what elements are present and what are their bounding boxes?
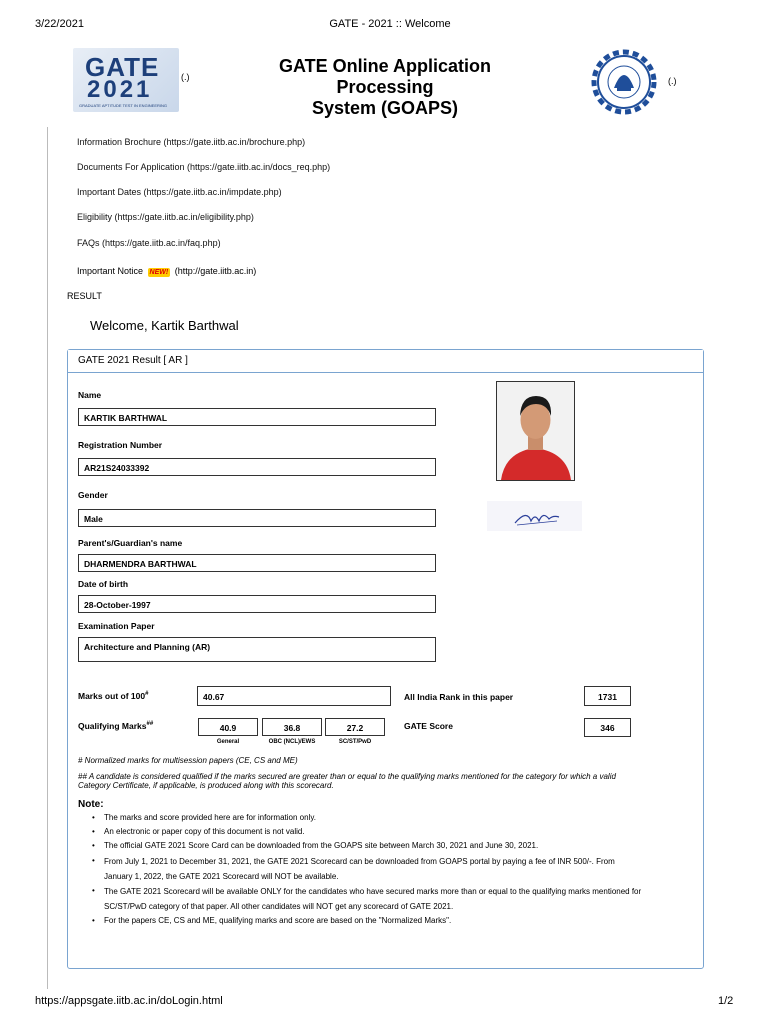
new-badge: NEW!	[149, 269, 169, 276]
gender-field: Male	[78, 509, 436, 527]
note-item: From July 1, 2021 to December 31, 2021, the GATE 2021 Scorecard can be downloaded from GOAPS portal by paying a fee of INR 500/-. From January 1, 2022, the GATE 2021 Scorecard will NOT be available.	[104, 857, 615, 881]
note-item: The GATE 2021 Scorecard will be available ONLY for the candidates who have secured marks more than or equal to the qualifying marks mentioned for SC/ST/PwD category of that paper. All other candidates will NOT get any scorecard of GATE 2021.	[104, 887, 642, 911]
gate-logo-suffix: (.)	[181, 72, 190, 82]
nav-link-brochure[interactable]: Information Brochure (https://gate.iitb.ac.in/brochure.php)	[77, 137, 306, 147]
qual-sc-field: 27.2	[325, 718, 385, 736]
parent-field: DHARMENDRA BARTHWAL	[78, 554, 436, 572]
note-item: The official GATE 2021 Score Card can be downloaded from the GOAPS site between March 30, 2021 and June 30, 2021.	[104, 841, 539, 850]
footnote-qualified: ## A candidate is considered qualified if the marks secured are greater than or equal to the qualifying marks mentioned for the category for which a valid Category Certificate, if applicable, is produced along with this scorecard.	[78, 772, 616, 790]
nav-link-important-notice[interactable]	[77, 266, 256, 277]
title-line-1: GATE Online Application	[278, 56, 491, 76]
nav-link-eligibility[interactable]: Eligibility (https://gate.iitb.ac.in/eligibility.php)	[77, 212, 254, 222]
qual-general-label: General	[216, 739, 240, 745]
title-line-2: Processing	[336, 77, 434, 97]
footnote-normalized: # Normalized marks for multisession papers (CE, CS and ME)	[78, 756, 298, 765]
qual-general-field: 40.9	[198, 718, 258, 736]
gate-logo[interactable]	[73, 48, 179, 112]
score-label: GATE Score	[404, 721, 453, 731]
important-notice-link: (http://gate.iitb.ac.in)	[174, 266, 257, 276]
qualifying-label-text: Qualifying Marks	[78, 721, 147, 731]
iitb-logo[interactable]	[584, 42, 664, 122]
note-item: For the papers CE, CS and ME, qualifying marks and score are based on the "Normalized Marks".	[104, 916, 452, 925]
marks-label-text: Marks out of 100	[78, 691, 146, 701]
qualifying-label	[78, 721, 153, 731]
rank-field: 1731	[584, 686, 631, 706]
rank-label: All India Rank in this paper	[404, 692, 514, 702]
note-bullet: •	[92, 916, 95, 925]
parent-label: Parent's/Guardian's name	[78, 538, 183, 548]
candidate-photo	[496, 381, 575, 481]
registration-label: Registration Number	[78, 440, 163, 450]
gate-logo-text: GATE	[85, 52, 160, 82]
name-field: KARTIK BARTHWAL	[78, 408, 436, 426]
dob-field: 28-October-1997	[78, 595, 436, 613]
note-item: The marks and score provided here are for information only.	[104, 813, 316, 822]
note-item: An electronic or paper copy of this document is not valid.	[104, 827, 305, 836]
page-title	[255, 56, 515, 119]
note-bullet: •	[92, 841, 95, 850]
note-bullet: •	[92, 886, 95, 895]
nav-link-important-dates[interactable]: Important Dates (https://gate.iitb.ac.in/impdate.php)	[77, 187, 282, 197]
qual-obc-field: 36.8	[262, 718, 322, 736]
qual-obc-label: OBC (NCL)/EWS	[268, 739, 316, 745]
qualifying-label-sup: ##	[146, 721, 154, 728]
left-rule	[47, 127, 48, 989]
title-line-3: System (GOAPS)	[311, 98, 459, 118]
nav-link-faqs[interactable]: FAQs (https://gate.iitb.ac.in/faq.php)	[77, 238, 221, 248]
iitb-logo-suffix: (.)	[668, 76, 677, 86]
paper-label: Examination Paper	[78, 621, 155, 631]
registration-field: AR21S24033392	[78, 458, 436, 476]
marks-field: 40.67	[197, 686, 391, 706]
print-page-number: 1/2	[718, 995, 734, 1007]
note-title: Note:	[78, 799, 104, 810]
iitb-gear-icon	[584, 42, 664, 122]
marks-label	[78, 691, 148, 701]
note-bullet: •	[92, 813, 95, 822]
important-notice-label: Important Notice	[77, 266, 144, 276]
gate-logo-year: 2021	[87, 76, 153, 103]
nav-link-documents[interactable]: Documents For Application (https://gate.iitb.ac.in/docs_req.php)	[77, 162, 331, 172]
marks-label-sup: #	[145, 691, 149, 698]
note-bullet: •	[92, 827, 95, 836]
candidate-signature	[487, 501, 582, 531]
print-url: https://appsgate.iitb.ac.in/doLogin.html	[35, 995, 223, 1007]
qual-sc-label: SC/ST/PwD	[338, 739, 372, 745]
result-panel-title: GATE 2021 Result [ AR ]	[78, 355, 188, 366]
name-label: Name	[78, 390, 102, 400]
welcome-message: Welcome, Kartik Barthwal	[90, 318, 239, 333]
gender-label: Gender	[78, 490, 108, 500]
print-date: 3/22/2021	[35, 18, 84, 30]
note-bullet: •	[92, 856, 95, 865]
paper-field: Architecture and Planning (AR)	[78, 637, 436, 662]
result-panel-header	[68, 350, 703, 373]
gate-logo-tagline: GRADUATE APTITUDE TEST IN ENGINEERING	[79, 103, 168, 108]
result-label[interactable]: RESULT	[67, 291, 102, 301]
score-field: 346	[584, 718, 631, 737]
print-page-title: GATE - 2021 :: Welcome	[329, 18, 451, 30]
dob-label: Date of birth	[78, 579, 129, 589]
